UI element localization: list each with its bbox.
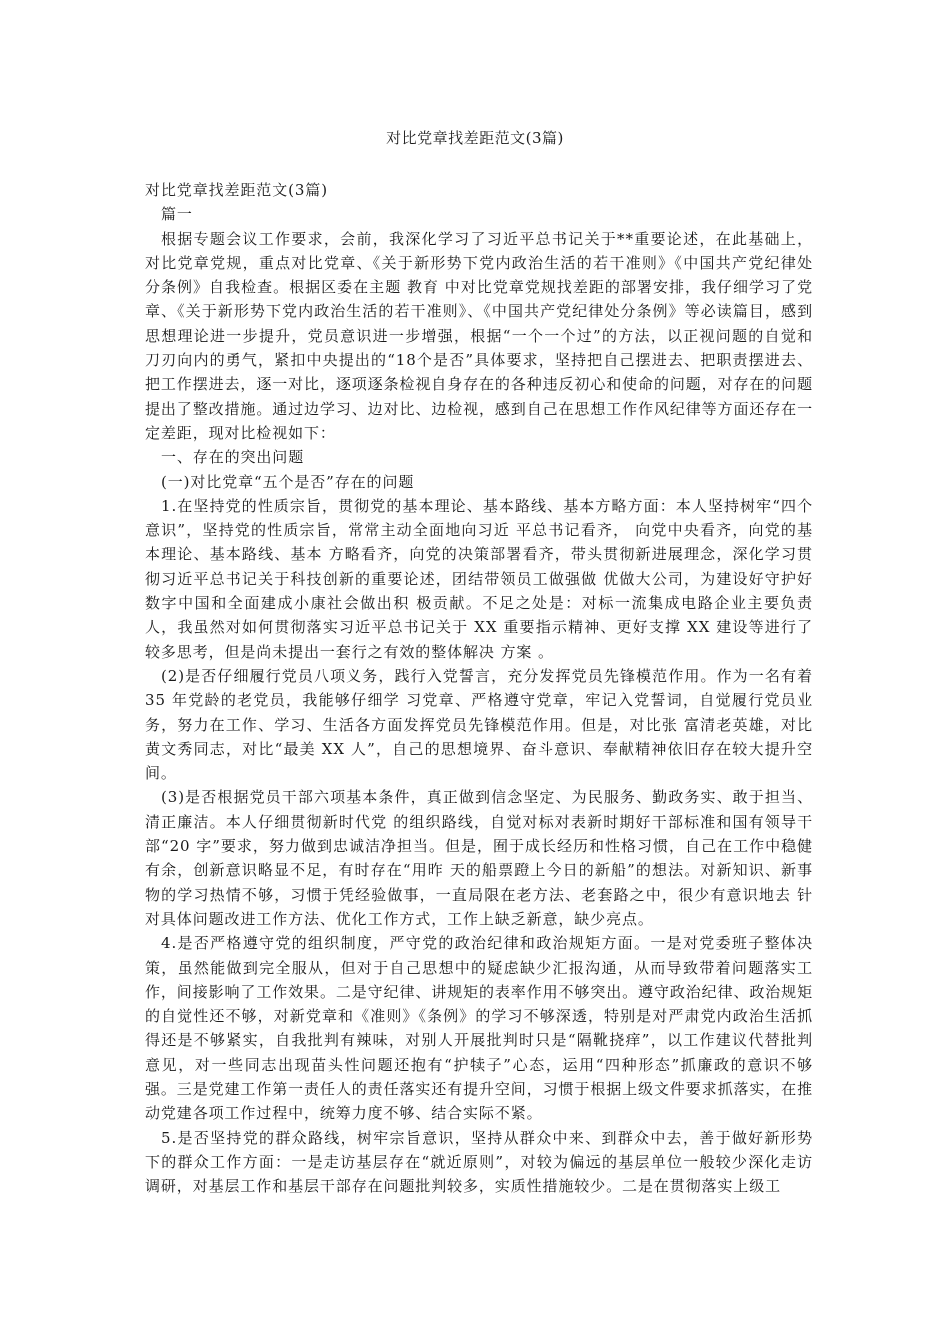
document-body [145, 178, 813, 1198]
document-subtitle: 对比党章找差距范文(3篇) [145, 181, 328, 199]
paragraph: 1.在坚持党的性质宗旨，贯彻党的基本理论、基本路线、基本方略方面：本人坚持树牢“四个意识”，坚持党的性质宗旨，常常主动全面地向习近 平总书记看齐， 向党中央看齐，向党的基本理论、基本路线、基本 方略看齐，向党的决策部署看齐，带头贯彻新进展理念，深化学习贯彻习近平总书记关于科技创新的重要论述，团结带领员工做强做 优做大公司，为建设好守护好数字中国和全面建成小康社会做出积 极贡献。不足之处是：对标一流集成电路企业主要负责人，我虽然对如何贯彻落实习近平总书记关于 XX 重要指示精神、更好支撑 XX 建设等进行了较多思考，但是尚未提出一套行之有效的整体解决 方案 。 [145, 496, 813, 661]
paragraph: 5.是否坚持党的群众路线，树牢宗旨意识，坚持从群众中来、到群众中去，善于做好新形势下的群众工作方面：一是走访基层存在“就近原则”，对较为偏远的基层单位一般较少深化走访调研，对基层工作和基层干部存在问题批判较多，实质性措施较少。二是在贯彻落实上级工 [145, 1128, 813, 1196]
paragraph: (3)是否根据党员干部六项基本条件，真正做到信念坚定、为民服务、勤政务实、敢于担当、清正廉洁。本人仔细贯彻新时代党 的组织路线，自觉对标对表新时期好干部标准和国有领导干部“20 字”要求，努力做到忠诚洁净担当。但是，囿于成长经历和性格习惯，自己在工作中稳健有余，创新意识略显不足，有时存在“用昨 天的船票蹬上今日的新船”的想法。对新知识、新事物的学习热情不够，习惯于凭经验做事，一直局限在老方法、老套路之中，很少有意识地去 针对具体问题改进工作方法、优化工作方式，工作上缺乏新意，缺少亮点。 [145, 788, 813, 928]
subsection-heading: (一)对比党章“五个是否”存在的问题 [161, 472, 415, 491]
paragraph: 根据专题会议工作要求，会前，我深化学习了习近平总书记关于**重要论述，在此基础上，对比党章党规，重点对比党章、《关于新形势下党内政治生活的若干准则》《中国共产党纪律处分条例》自我检查。根据区委在主题 教育 中对比党章党规找差距的部署安排，我仔细学习了党章、《关于新形势下党内政治生活的若干准则》、《中国共产党纪律处分条例》等必读篇目，感到思想理论进一步提升，党员意识进一步增强，根据“一个一个过”的方法，以正视问题的自觉和刀刃向内的勇气，紧扣中央提出的“18个是否”具体要求，坚持把自己摆进去、把职责摆进去、把工作摆进去，逐一对比，逐项逐条检视自身存在的各种违反初心和使命的问题，对存在的问题提出了整改措施。通过边学习、边对比、边检视，感到自己在思想工作作风纪律等方面还存在一定差距，现对比检视如下： [145, 229, 813, 442]
section-heading: 一、存在的突出问题 [161, 448, 305, 467]
document-title: 对比党章找差距范文(3篇) [386, 129, 564, 147]
paragraph: (2)是否仔细履行党员八项义务，践行入党誓言，充分发挥党员先锋模范作用。作为一名有着 35 年党龄的老党员，我能够仔细学 习党章、严格遵守党章，牢记入党誓词，自觉履行党员业务，努力在工作、学习、生活各方面发挥党员先锋模范作用。但是，对比张 富清老英雄，对比黄文秀同志，对比“最美 XX 人”，自己的思想境界、奋斗意识、奉献精神依旧存在较大提升空间。 [145, 666, 813, 783]
part-label: 篇一 [161, 205, 193, 224]
paragraph: 4.是否严格遵守党的组织制度，严守党的政治纪律和政治规矩方面。一是对党委班子整体决策，虽然能做到完全服从，但对于自己思想中的疑虑缺少汇报沟通，从而导致带着问题落实工作，间接影响了工作效果。二是守纪律、讲规矩的表率作用不够突出。遵守政治纪律、政治规矩的自觉性还不够，对新党章和《准则》《条例》的学习不够深透，特别是对严肃党内政治生活抓得还是不够紧实，自我批判有辣味，对别人开展批判时只是“隔靴挠痒”，以工作建议代替批判意见，对一些同志出现苗头性问题还抱有“护犊子”心态，运用“四种形态”抓廉政的意识不够强。三是党建工作第一责任人的责任落实还有提升空间，习惯于根据上级文件要求抓落实，在推动党建各项工作过程中，统筹力度不够、结合实际不紧。 [145, 934, 813, 1123]
